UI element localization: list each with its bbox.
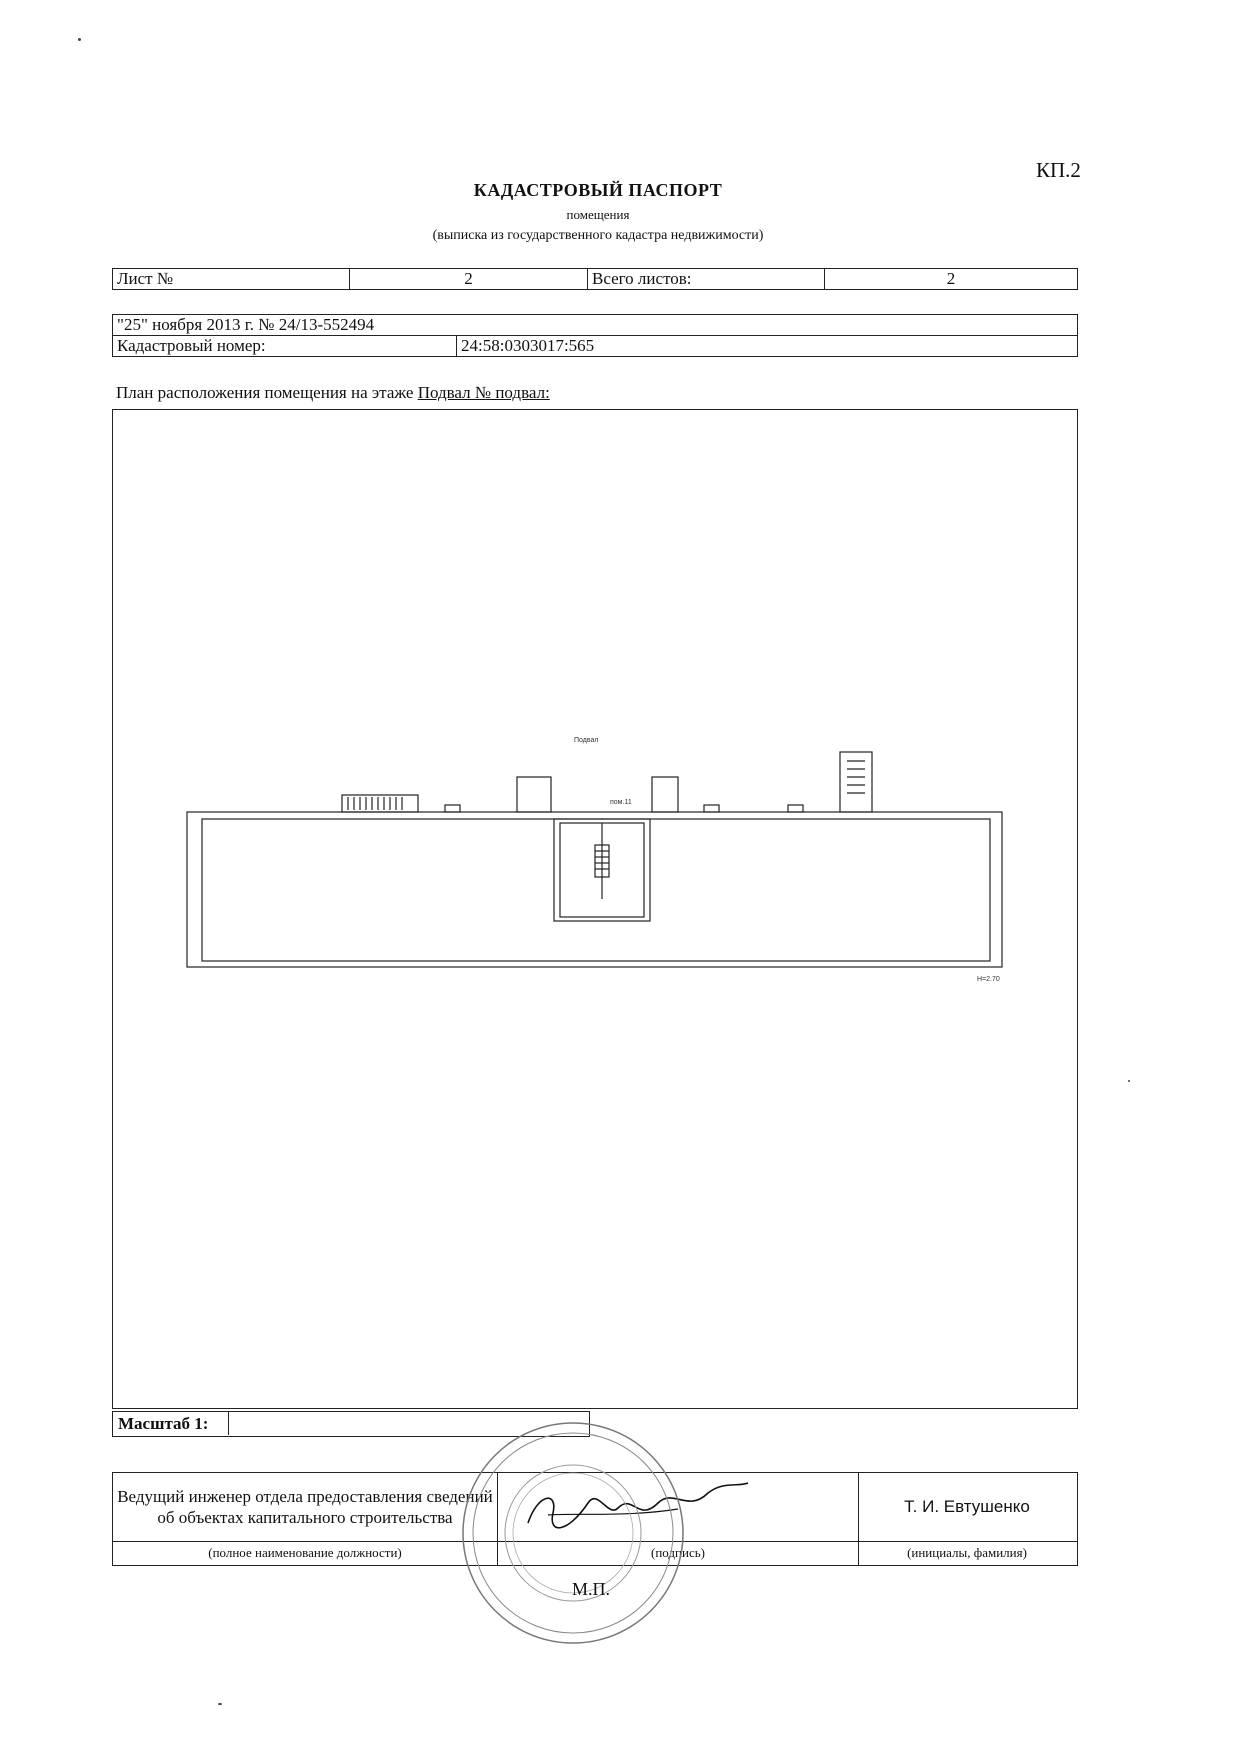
caption-name: (инициалы, фамилия): [907, 1545, 1027, 1560]
official-seal: [458, 1418, 688, 1648]
protrusion-middle: [652, 777, 678, 812]
scan-speck: [1128, 1080, 1130, 1082]
plan-height-label: H=2.70: [977, 976, 1000, 983]
cadastral-label: Кадастровый номер:: [113, 336, 457, 357]
document-subtitle-extract: (выписка из государственного кадастра недвижимости): [432, 228, 764, 243]
date-number: "25" ноября 2013 г. № 24/13-552494: [113, 315, 1078, 336]
signer-name: Т. И. Евтушенко: [904, 1497, 1030, 1516]
plan-room-label: пом.11: [610, 799, 632, 806]
document-title: КАДАСТРОВЫЙ ПАСПОРТ: [473, 180, 723, 200]
building-inner-wall: [202, 819, 990, 961]
caption-position: (полное наименование должности): [208, 1545, 402, 1560]
scale-label: Масштаб 1:: [118, 1414, 209, 1433]
scan-speck: [78, 38, 81, 41]
record-table: [112, 314, 1078, 357]
scan-speck: [218, 1703, 222, 1705]
sheet-label: Лист №: [113, 269, 350, 290]
position-title: Ведущий инженер отдела предоставления сведений об объектах капитального строительства: [117, 1487, 493, 1527]
total-sheets-label: Всего листов:: [588, 269, 825, 290]
building-outer-wall: [187, 812, 1002, 967]
plan-floor-label: Подвал: [574, 737, 599, 744]
floor-plan-drawing: [112, 409, 1078, 1409]
sheet-value: 2: [350, 269, 588, 290]
form-code: КП.2: [1036, 158, 1081, 182]
total-sheets-value: 2: [825, 269, 1078, 290]
plan-caption-floor: Подвал № подвал:: [417, 383, 550, 402]
cadastral-number: 24:58:0303017:565: [457, 336, 1078, 357]
seal-mark: М.П.: [572, 1579, 611, 1599]
plan-caption: [116, 383, 550, 403]
protrusion-left: [517, 777, 551, 812]
caption-signature: (подпись): [497, 1542, 859, 1566]
sheet-table: [112, 268, 1078, 290]
plan-caption-prefix: План расположения помещения на этаже: [116, 383, 414, 402]
document-subtitle: помещения: [566, 207, 630, 222]
